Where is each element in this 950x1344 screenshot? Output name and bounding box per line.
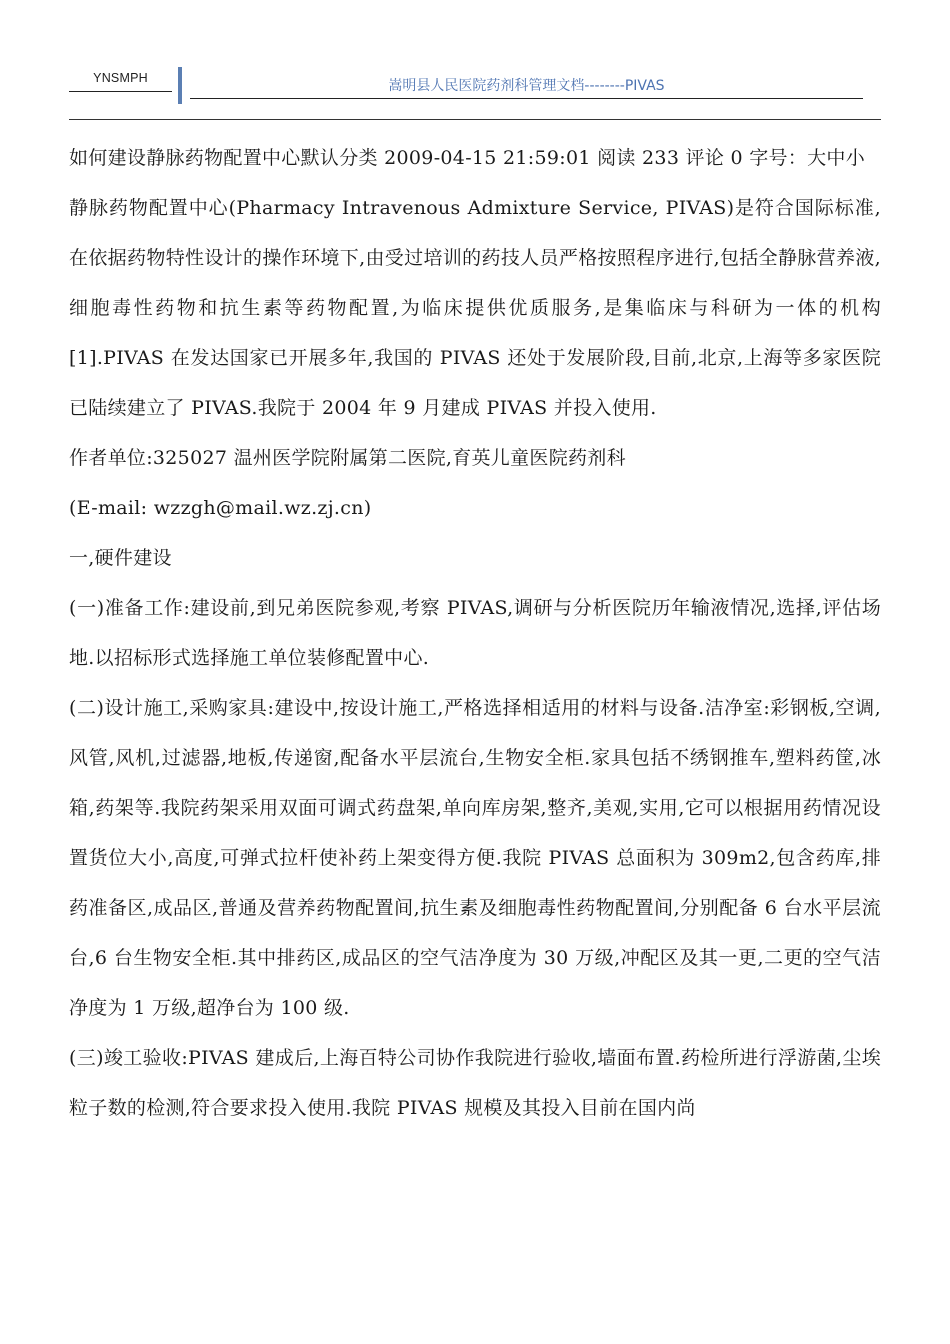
header-left-label: YNSMPH xyxy=(93,71,148,85)
intro-paragraph: 静脉药物配置中心(Pharmacy Intravenous Admixture Service, PIVAS)是符合国际标准,在依据药物特性设计的操作环境下,由受过培训的药技人员严格按照程序进行,包括全静脉营养液,细胞毒性药物和抗生素等药物配置,为临床提供优质服务,是集临床与科研为一体的机构[1].PIVAS 在发达国家已开展多年,我国的 PIVAS 还处于发展阶段,目前,北京,上海等多家医院已陆续建立了 PIVAS.我院于 2004 年 9 月建成 PIVAS 并投入使用. xyxy=(69,197,881,419)
paragraph-preparation: (一)准备工作:建设前,到兄弟医院参观,考察 PIVAS,调研与分析医院历年输液情况,选择,评估场地.以招标形式选择施工单位装修配置中心. xyxy=(69,597,881,669)
section-heading: 一,硬件建设 xyxy=(69,547,172,569)
header-left-underline xyxy=(69,91,172,92)
document-body xyxy=(69,133,881,1133)
paragraph-design-construction: (二)设计施工,采购家具:建设中,按设计施工,严格选择相适用的材料与设备.洁净室:彩钢板,空调,风管,风机,过滤器,地板,传递窗,配备水平层流台,生物安全柜.家具包括不绣钢推车,塑料药筐,冰箱,药架等.我院药架采用双面可调式药盘架,单向库房架,整齐,美观,实用,它可以根据用药情况设置货位大小,高度,可弹式拉杆使补药上架变得方便.我院 PIVAS 总面积为 309m2,包含药库,排药准备区,成品区,普通及营养药物配置间,抗生素及细胞毒性药物配置间,分别配备 6 台水平层流台,6 台生物安全柜.其中排药区,成品区的空气洁净度为 30 万级,冲配区及其一更,二更的空气洁净度为 1 万级,超净台为 100 级. xyxy=(69,697,881,1019)
header-title-underline xyxy=(190,98,863,99)
header-accent-bar xyxy=(178,67,182,104)
header-divider xyxy=(69,119,881,120)
header-document-title: 嵩明县人民医院药剂科管理文档--------PIVAS xyxy=(388,78,665,94)
page-header xyxy=(0,0,950,125)
article-title-line: 如何建设静脉药物配置中心默认分类 2009-04-15 21:59:01 阅读 233 评论 0 字号：大中小 xyxy=(69,147,866,169)
paragraph-acceptance: (三)竣工验收:PIVAS 建成后,上海百特公司协作我院进行验收,墙面布置.药检所进行浮游菌,尘埃粒子数的检测,符合要求投入使用.我院 PIVAS 规模及其投入目前在国内尚 xyxy=(69,1047,881,1119)
author-email: (E-mail: wzzgh@mail.wz.zj.cn) xyxy=(69,497,372,519)
author-affiliation: 作者单位:325027 温州医学院附属第二医院,育英儿童医院药剂科 xyxy=(69,447,626,469)
